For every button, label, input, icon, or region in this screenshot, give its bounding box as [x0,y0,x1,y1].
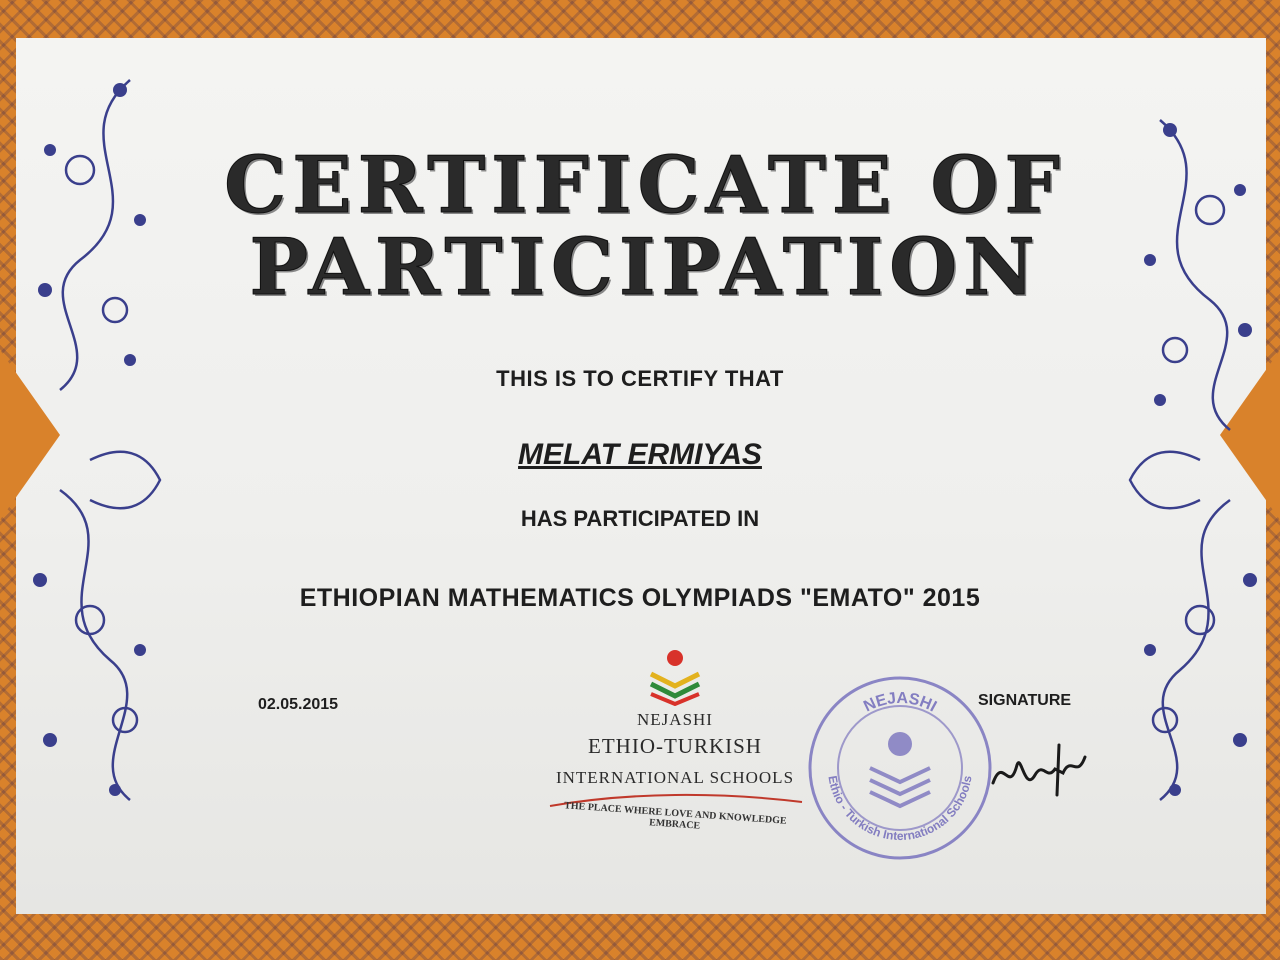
stamp-top-text: NEJASHI [861,689,940,716]
certificate-title-line2: PARTICIPATION [249,222,1041,313]
school-name-line2: ETHIO-TURKISH [588,734,762,758]
svg-text:Ethio - Turkish International [825,774,974,843]
school-name-line1: NEJASHI [637,710,713,729]
handwritten-signature [985,735,1095,805]
stamp-bottom-text: Ethio - Turkish International Schools [825,774,975,844]
event-name: ETHIOPIAN MATHEMATICS OLYMPIADS "EMATO" 2015 [299,584,981,612]
issue-date: 02.05.2015 [258,696,339,713]
certify-statement: THIS IS TO CERTIFY THAT [496,366,784,391]
signature-label: SIGNATURE [978,692,1072,709]
school-name-line3: INTERNATIONAL SCHOOLS [555,768,795,787]
certificate-title-line1: CERTIFICATE OF [224,140,1066,231]
school-emblem-icon [645,648,705,706]
school-logo [540,648,810,838]
school-stamp [800,668,1000,868]
school-tagline: THE PLACE WHERE LOVE AND KNOWLEDGE EMBRACE [563,800,787,832]
recipient-name: MELAT ERMIYAS [518,438,762,471]
participation-statement: HAS PARTICIPATED IN [520,506,760,531]
svg-text:NEJASHI [861,690,939,716]
